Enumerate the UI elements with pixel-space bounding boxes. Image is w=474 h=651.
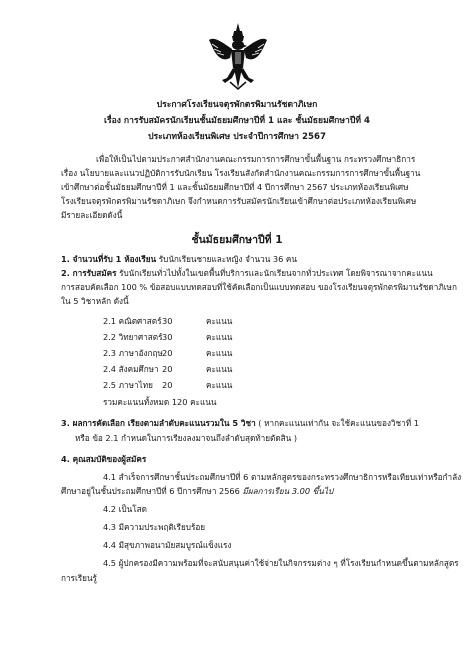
item-3-label: 3. ผลการคัดเลือก เรียงตามลำดับคะแนนรวมใน 5 วิชา <box>61 418 256 428</box>
intro-line-3: เข้าศึกษาต่อชั้นมัธยมศึกษาปีที่ 1 และชั้นมัธยมศึกษาปีที่ 4 ปีการศึกษา 2567 ประเภทห้องเรียนพิเศษ <box>61 182 409 192</box>
subject-score: 20 <box>162 380 173 390</box>
qualification-4-1-text: ศึกษาอยู่ในชั้นประถมศึกษาปีที่ 6 ปีการศึกษา 2566 <box>61 486 243 496</box>
subject-name: 2.5 ภาษาไทย <box>103 380 153 390</box>
item-2-text-3: ใน 5 วิชาหลัก ดังนี้ <box>61 296 129 306</box>
subject-score: 30 <box>162 332 173 342</box>
qualification-4-1-cont <box>61 487 333 495</box>
section-title: ชั้นมัธยมศึกษาปีที่ 1 <box>191 234 283 246</box>
qualification-4-1-gpa: มีผลการเรียน 3.00 ขึ้นไป <box>242 486 334 496</box>
qualification-4-5-cont: การเรียนรู้ <box>61 573 97 583</box>
qualification-4-3: 4.3 มีความประพฤติเรียบร้อย <box>103 522 206 532</box>
subject-name: 2.2 วิทยาศาสตร์ <box>103 332 163 342</box>
announcement-category: ประเภทห้องเรียนพิเศษ ประจำปีการศึกษา 2567 <box>148 132 326 142</box>
subject-unit: คะแนน <box>206 380 233 390</box>
announcement-title: ประกาศโรงเรียนจตุรพักตรพิมานรัชดาภิเษก <box>156 100 318 110</box>
item-3 <box>61 419 419 427</box>
qualification-4-2: 4.2 เป็นโสด <box>103 504 147 514</box>
item-1 <box>61 255 297 263</box>
subject-name: 2.3 ภาษาอังกฤษ <box>103 348 163 358</box>
subject-name: 2.4 สังคมศึกษา <box>103 364 159 374</box>
subject-score: 20 <box>162 348 173 358</box>
subject-score: 20 <box>162 364 173 374</box>
item-4-label: 4. คุณสมบัติของผู้สมัคร <box>61 454 147 464</box>
intro-line-1: เพื่อให้เป็นไปตามประกาศสำนักงานคณะกรรมการการศึกษาขั้นพื้นฐาน กระทรวงศึกษาธิการ <box>96 154 416 164</box>
subject-name: 2.1 คณิตศาสตร์ <box>103 316 162 326</box>
item-3-text-2: หรือ ข้อ 2.1 กำหนดในการเรียงลงมาจนถึงลำดับสุดท้ายตัดสิน ) <box>75 433 298 443</box>
intro-line-2: เรื่อง นโยบายและแนวปฏิบัติการรับนักเรียน โรงเรียนสังกัดสำนักงานคณะกรรมการการศึกษาขั้นพื้นฐาน <box>61 168 421 178</box>
garuda-emblem-icon <box>208 22 268 90</box>
intro-line-5: มีรายละเอียดดังนี้ <box>61 210 123 220</box>
item-2-text-1: รับนักเรียนทั่วไปทั้งในเขตพื้นที่บริการและนักเรียนจากทั่วประเทศ โดยพิจารณาจากคะแนน <box>116 268 433 278</box>
intro-line-4: โรงเรียนจตุรพักตรพิมานรัชดาภิเษก จึงกำหนดการรับสมัครนักเรียนเข้าศึกษาต่อประเภทห้องเรียนพิเศษ <box>61 196 417 206</box>
subject-unit: คะแนน <box>206 332 233 342</box>
item-2-label: 2. การรับสมัคร <box>61 268 117 278</box>
item-2-text-2: การสอบคัดเลือก 100 % ข้อสอบแบบทดสอบที่ใช้คัดเลือกเป็นแบบทดสอบ ของโรงเรียนจตุรพักตรพิมานรัชดาภิเษก <box>61 282 457 292</box>
subject-unit: คะแนน <box>206 348 233 358</box>
subject-unit: คะแนน <box>206 316 233 326</box>
total-score: รวมคะแนนทั้งหมด 120 คะแนน <box>103 397 217 407</box>
qualification-4-5: 4.5 ผู้ปกครองมีความพร้อมที่จะสนับสนุนค่าใช้จ่ายในกิจกรรมต่าง ๆ ที่โรงเรียนกำหนดขึ้นตามหลักสูตร <box>103 558 459 568</box>
subject-unit: คะแนน <box>206 364 233 374</box>
subject-score: 30 <box>162 316 173 326</box>
item-3-text-1: ( หากคะแนนเท่ากัน จะใช้คะแนนของวิชาที่ 1 <box>255 418 419 428</box>
item-1-label: 1. จำนวนที่รับ 1 ห้องเรียน <box>61 254 157 264</box>
qualification-4-1: 4.1 สำเร็จการศึกษาชั้นประถมศึกษาปีที่ 6 ตามหลักสูตรของกระทรวงศึกษาธิการหรือเทียบเท่าหรือกำลัง <box>103 472 462 482</box>
announcement-subject: เรื่อง การรับสมัครนักเรียนชั้นมัธยมศึกษาปีที่ 1 และ ชั้นมัธยมศึกษาปีที่ 4 <box>104 116 370 126</box>
qualification-4-4: 4.4 มีสุขภาพอนามัยสมบูรณ์แข็งแรง <box>103 540 232 550</box>
item-1-text: รับนักเรียนชายและหญิง จำนวน 36 คน <box>156 254 297 264</box>
item-2 <box>61 269 433 277</box>
